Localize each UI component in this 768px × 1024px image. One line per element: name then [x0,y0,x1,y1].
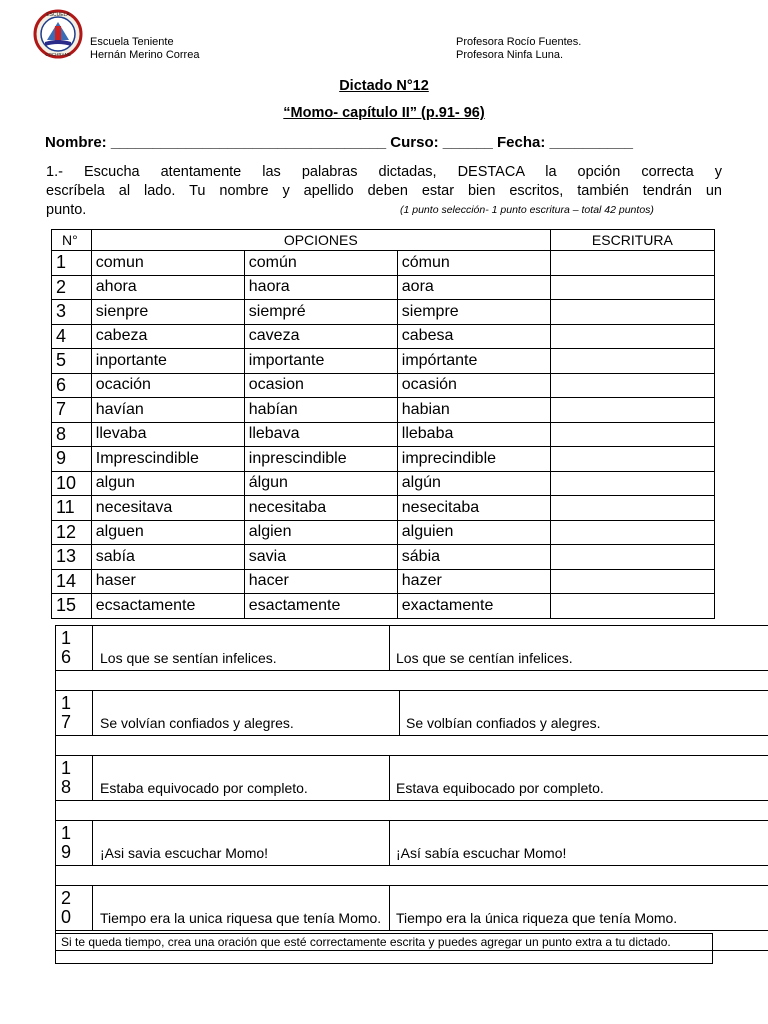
option-a[interactable]: ecsactamente [91,594,244,619]
option-a[interactable]: haser [91,569,244,594]
sentence-option-a-text: Los que se sentían infelices. [100,650,277,666]
option-a[interactable]: comun [91,251,244,276]
row-number: 1 [52,251,92,276]
option-c[interactable]: nesecitaba [397,496,550,521]
option-b[interactable]: común [244,251,397,276]
writing-cell[interactable] [550,373,714,398]
option-c[interactable]: aora [397,275,550,300]
option-c[interactable]: ocasión [397,373,550,398]
writing-cell[interactable] [550,496,714,521]
row-number: 4 [52,324,92,349]
row-number: 6 [52,373,92,398]
option-c[interactable]: habian [397,398,550,423]
table-row [52,471,715,496]
table-row [52,398,715,423]
sentence-writing-line[interactable] [56,801,768,821]
option-c[interactable]: sábia [397,545,550,570]
row-number: 8 [52,422,92,447]
sentence-option-b[interactable] [390,821,712,865]
writing-cell[interactable] [550,349,714,374]
option-b[interactable]: siempré [244,300,397,325]
sentence-options-section [55,625,768,951]
table-row [52,422,715,447]
school-name [90,36,199,62]
table-row [52,447,715,472]
row-number: 5 [52,349,92,374]
option-c[interactable]: siempre [397,300,550,325]
extra-point-note: Si te queda tiempo, crea una oración que esté correctamente escrita y puedes agregar un punto extra a tu dictado. [55,933,713,964]
sentence-option-b[interactable] [390,626,710,670]
table-row [52,545,715,570]
option-b[interactable]: hacer [244,569,397,594]
sentence-row [56,626,768,671]
sentence-number-digit-1: 1 [61,693,72,713]
sentence-writing-line[interactable] [56,866,768,886]
table-row [52,349,715,374]
sentence-number-digit-2: 0 [61,907,72,927]
sentence-number-digit-1: 1 [61,758,72,778]
row-number: 9 [52,447,92,472]
table-row [52,275,715,300]
sentence-number-digit-2: 6 [61,647,72,667]
sentence-row [56,821,768,866]
sentence-writing-line[interactable] [56,671,768,691]
option-a[interactable]: ocación [91,373,244,398]
page-title: Dictado N°12 [339,78,429,94]
page-subtitle: “Momo- capítulo II” (p.91- 96) [283,105,485,121]
option-b[interactable]: álgun [244,471,397,496]
option-b[interactable]: necesitaba [244,496,397,521]
option-a[interactable]: cabeza [91,324,244,349]
option-b[interactable]: inprescindible [244,447,397,472]
table-row [52,373,715,398]
sentence-number [56,886,93,930]
row-number: 10 [52,471,92,496]
option-a[interactable]: alguen [91,520,244,545]
row-number: 7 [52,398,92,423]
writing-cell[interactable] [550,594,714,619]
option-b[interactable]: ocasion [244,373,397,398]
sentence-number [56,691,93,735]
sentence-number-digit-1: 1 [61,628,72,648]
table-row [52,300,715,325]
sentence-option-b[interactable] [400,691,712,735]
row-number: 2 [52,275,92,300]
sentence-row [56,886,768,931]
table-row [52,594,715,619]
sentence-number-digit-2: 8 [61,777,72,797]
sentence-option-a-text: ¡Asi savia escuchar Momo! [100,845,269,861]
writing-cell[interactable] [550,251,714,276]
sentence-option-b-text: Tiempo era la única riqueza que tenía Momo. [396,910,678,926]
table-row [52,496,715,521]
sentence-option-a-text: Tiempo era la unica riquesa que tenía Momo. [100,910,382,926]
sentence-option-a[interactable] [93,886,390,930]
option-c[interactable]: cómun [397,251,550,276]
school-line-1: Escuela Teniente [90,36,174,48]
sentence-option-a[interactable] [93,821,390,865]
logo-bottom-text: COCHRANE [45,52,71,57]
row-number: 14 [52,569,92,594]
writing-cell[interactable] [550,520,714,545]
sentence-number [56,626,93,670]
logo-top-text: ESCUELA [46,12,70,18]
sentence-option-a-text: Estaba equivocado por completo. [100,780,308,796]
option-c[interactable]: algún [397,471,550,496]
writing-cell[interactable] [550,300,714,325]
sentence-option-a-text: Se volvían confiados y alegres. [100,715,294,731]
header-number: N° [52,230,92,251]
option-a[interactable]: necesitava [91,496,244,521]
option-a[interactable]: Imprescindible [91,447,244,472]
table-header-row [52,230,715,251]
option-b[interactable]: esactamente [244,594,397,619]
option-a[interactable]: havían [91,398,244,423]
option-a[interactable]: algun [91,471,244,496]
option-b[interactable]: algien [244,520,397,545]
option-b[interactable]: importante [244,349,397,374]
option-b[interactable]: caveza [244,324,397,349]
option-b[interactable]: habían [244,398,397,423]
option-a[interactable]: sabía [91,545,244,570]
table-row [52,324,715,349]
writing-cell[interactable] [550,447,714,472]
table-row [52,520,715,545]
option-a[interactable]: inportante [91,349,244,374]
option-c[interactable]: hazer [397,569,550,594]
option-a[interactable]: sienpre [91,300,244,325]
sentence-option-b[interactable] [390,886,712,930]
writing-cell[interactable] [550,545,714,570]
sentence-option-b[interactable] [390,756,712,800]
sentence-option-b-text: Se volbían confiados y alegres. [406,715,601,731]
sentence-number-digit-2: 7 [61,712,72,732]
writing-cell[interactable] [550,422,714,447]
row-number: 15 [52,594,92,619]
option-a[interactable]: ahora [91,275,244,300]
word-options-table [51,229,715,619]
option-c[interactable]: cabesa [397,324,550,349]
option-c[interactable]: impórtante [397,349,550,374]
table-row [52,251,715,276]
row-number: 11 [52,496,92,521]
teacher-line-1: Profesora Rocío Fuentes. [456,36,582,48]
sentence-row [56,691,768,736]
header-options: OPCIONES [91,230,550,251]
option-c[interactable]: alguien [397,520,550,545]
sentence-option-b-text: Estava equibocado por completo. [396,780,604,796]
sentence-option-b-text: ¡Así sabía escuchar Momo! [396,845,567,861]
writing-cell[interactable] [550,398,714,423]
sentence-option-b-text: Los que se centían infelices. [396,650,573,666]
teacher-line-2: Profesora Ninfa Luna. [456,49,564,61]
option-b[interactable]: haora [244,275,397,300]
row-number: 12 [52,520,92,545]
option-c[interactable]: llebaba [397,422,550,447]
teacher-names [456,36,581,62]
table-row [52,569,715,594]
row-number: 3 [52,300,92,325]
option-c[interactable]: imprecindible [397,447,550,472]
writing-cell[interactable] [550,275,714,300]
sentence-number-digit-2: 9 [61,842,72,862]
points-note: (1 punto selección- 1 punto escritura – total 42 puntos) [400,204,654,216]
option-c[interactable]: exactamente [397,594,550,619]
school-line-2: Hernán Merino Correa [90,49,200,61]
header-writing: ESCRITURA [550,230,714,251]
sentence-option-a[interactable] [93,691,400,735]
instruction-line-1: 1.- Escucha atentamente las palabras dictadas, DESTACA la opción correcta y [46,164,722,180]
sentence-option-a[interactable] [93,756,390,800]
sentence-row [56,756,768,801]
instruction-line-3: punto. [46,202,87,218]
row-number: 13 [52,545,92,570]
writing-cell[interactable] [550,569,714,594]
sentence-option-a[interactable] [93,626,390,670]
sentence-writing-line[interactable] [56,736,768,756]
option-a[interactable]: llevaba [91,422,244,447]
option-b[interactable]: savia [244,545,397,570]
writing-cell[interactable] [550,324,714,349]
instruction-line-2: escríbela al lado. Tu nombre y apellido deben estar bien escritos, también tendrán un [46,183,722,199]
school-logo [33,8,83,60]
sentence-number [56,821,93,865]
sentence-number-digit-1: 2 [61,888,72,908]
writing-cell[interactable] [550,471,714,496]
sentence-number [56,756,93,800]
student-info-line[interactable]: Nombre: _________________________________ Curso: ______ Fecha: __________ [45,134,633,151]
sentence-number-digit-1: 1 [61,823,72,843]
option-b[interactable]: llebava [244,422,397,447]
